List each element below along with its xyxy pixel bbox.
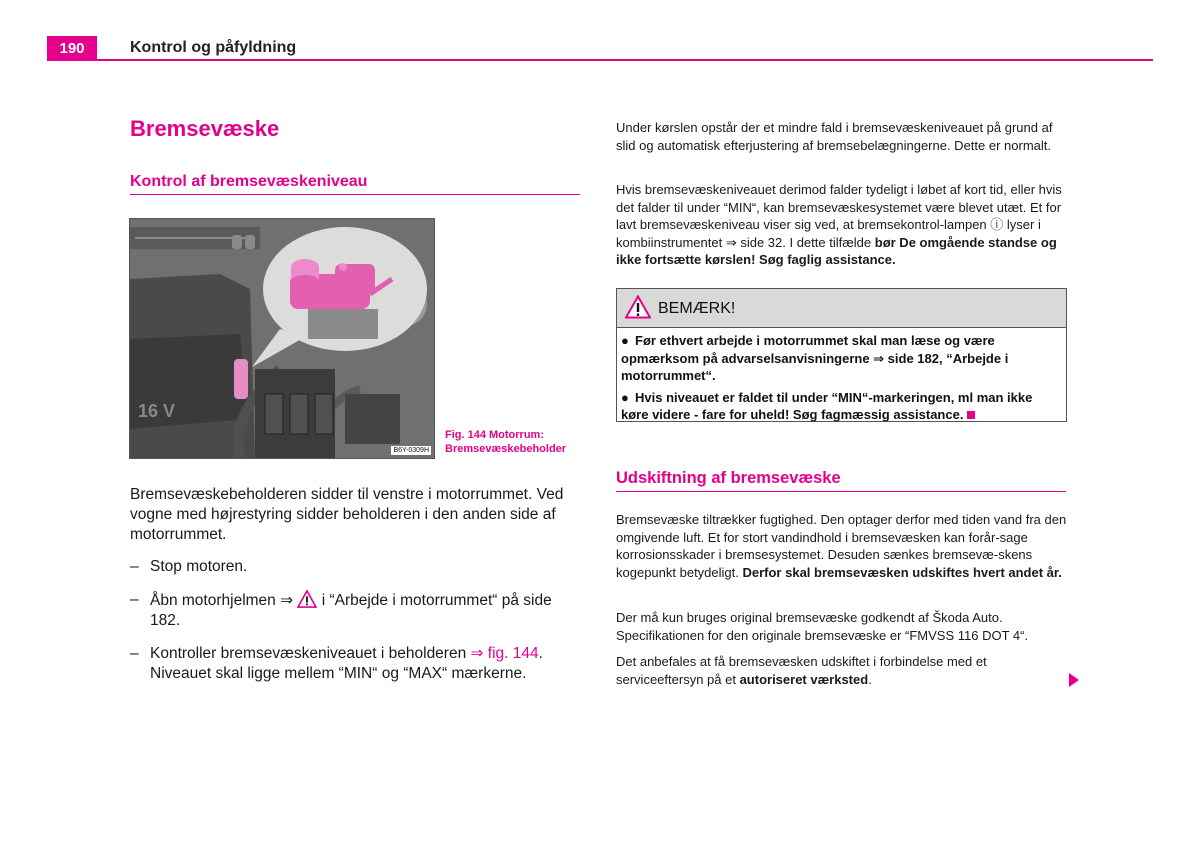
paragraph-leak-text: Hvis bremsevæskeniveauet derimod falder tydeligt i løbet af kort tid, eller hvis det falder til under “MIN“, kan bremsevæskesystemet være blevet utæt. Et for lavt bremsevæskeniveau viser sig ved, at bremsekontrol-lampen ⓘ lyser i kombiinstrumentet ⇒ side 32. I dette tilfælde — [616, 182, 1062, 250]
page-number: 190 — [47, 36, 97, 60]
figure-code: B6Y-0309H — [393, 447, 429, 454]
paragraph-service-text: Det anbefales at få bremsevæsken udskiftet i forbindelse med et serviceeftersyn på et — [616, 654, 987, 687]
paragraph-moisture-text: Bremsevæske tiltrækker fugtighed. Den optager derfor med tiden vand fra den omgivende luft. Et for stort vandindhold i bremsevæsken kan forår-sage korrosionsskader i bremsesystemet. Desuden sænkes bremsevæ-skens kogepunkt betydeligt. — [616, 512, 1067, 580]
figure-caption-number: Fig. 144 Motorrum: — [445, 429, 545, 441]
next-page-arrow-icon[interactable] — [1069, 673, 1079, 687]
header-rule — [47, 59, 1153, 61]
warning-note-title: BEMÆRK! — [658, 300, 736, 317]
warning-note-box — [616, 288, 1067, 422]
step-text: Kontroller bremsevæskeniveauet i beholderen — [150, 645, 471, 662]
note-text: Hvis niveauet er faldet til under “MIN“-markeringen, ml man ikke køre videre - fare for uheld! Søg fagmæssig assistance. — [621, 389, 1033, 422]
paragraph-moisture-bold: Derfor skal bremsevæsken udskiftes hvert andet år. — [742, 564, 1062, 580]
bullet: ● — [621, 333, 629, 348]
chapter-title: Kontrol og påfyldning — [130, 39, 297, 56]
intro-paragraph: Bremsevæskebeholderen sidder til venstre i motorrummet. Ved vogne med højrestyring sidder beholderen i den anden side af motorrummet. — [130, 486, 564, 543]
list-dash: – — [130, 591, 139, 608]
step-text: Åbn motorhjelmen ⇒ — [150, 592, 294, 609]
warning-note-header — [617, 289, 1066, 328]
list-item — [621, 332, 1062, 385]
figure-link[interactable]: ⇒ fig. 144 — [470, 645, 539, 662]
list-dash: – — [130, 558, 139, 575]
bullet: ● — [621, 389, 629, 405]
page-title: Bremsevæske — [130, 116, 280, 141]
engine-bay-illustration — [130, 219, 434, 458]
end-marker-icon — [967, 411, 975, 419]
list-item — [130, 644, 585, 684]
warning-triangle-icon — [625, 295, 651, 319]
engine-bay-figure — [129, 218, 435, 459]
list-dash: – — [130, 645, 139, 662]
engine-cover-text: 16 V — [138, 401, 176, 421]
section-title-check: Kontrol af bremsevæskeniveau — [130, 173, 368, 190]
step-list — [130, 557, 585, 684]
step-text-cont: i “Arbejde i motorrummet“ på side 182. — [150, 592, 552, 629]
note-text: Før ethvert arbejde i motorrummet skal man læse og være opmærksom på advarselsanvisningerne ⇒ side 182, “Arbejde i motorrummet“. — [621, 333, 1009, 383]
step-text: Stop motoren. — [150, 558, 248, 575]
section-rule — [616, 491, 1066, 492]
paragraph-service-bold: autoriseret værksted — [739, 671, 869, 687]
figure-caption-text: Bremsevæskebeholder — [445, 443, 567, 455]
paragraph-wear: Under kørslen opstår der et mindre fald i bremsevæskeniveauet på grund af slid og automatisk efterjustering af bremsebelægningerne. Dette er normalt. — [616, 120, 1053, 153]
paragraph-spec: Der må kun bruges original bremsevæske godkendt af Škoda Auto. Specifikationen for den originale bremsevæske er “FMVSS 116 DOT 4“. — [616, 610, 1029, 643]
warning-note-body — [617, 328, 1066, 424]
paragraph-service-end: . — [868, 671, 872, 687]
list-item — [621, 389, 1062, 424]
list-item — [130, 557, 585, 577]
figure-caption — [445, 428, 595, 456]
paragraph-moisture — [616, 511, 1068, 581]
warning-icon[interactable] — [297, 590, 317, 608]
list-item — [130, 590, 585, 631]
step-text-cont: . Niveauet skal ligge mellem “MIN“ og “MAX“ mærkerne. — [150, 645, 543, 682]
section-rule — [130, 194, 580, 195]
paragraph-service — [616, 653, 1068, 688]
section-title-replace: Udskiftning af bremsevæske — [616, 469, 841, 487]
paragraph-leak-bold: bør De omgående standse og ikke fortsætte kørslen! Søg faglig assistance. — [616, 234, 1057, 267]
paragraph-leak — [616, 181, 1068, 269]
